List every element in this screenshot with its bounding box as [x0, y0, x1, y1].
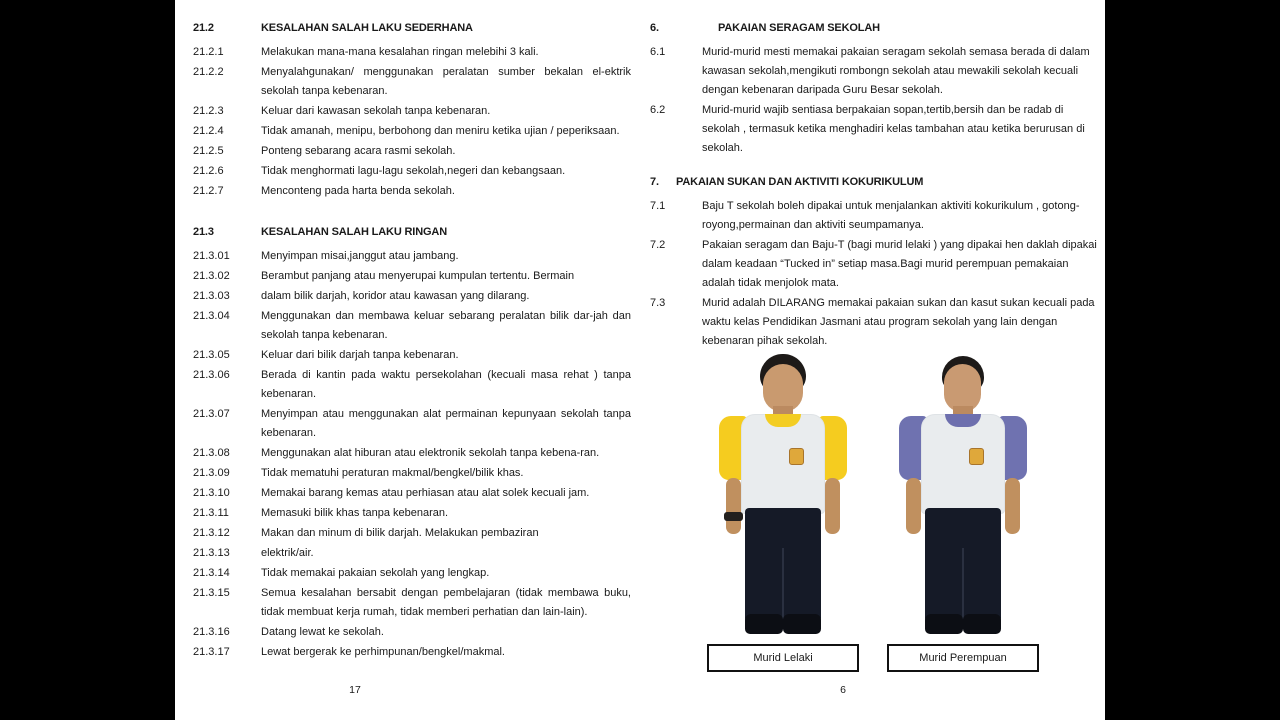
clause-row — [193, 484, 631, 503]
section-number: 21.2 — [193, 22, 214, 34]
clause-text: Berambut panjang atau menyerupai kumpulan tertentu. Bermain — [261, 270, 575, 282]
shirt-body-shape — [741, 414, 825, 514]
right-column-content — [650, 22, 1100, 352]
male-student-photo — [703, 352, 863, 637]
clause-row — [193, 643, 631, 662]
section-title: KESALAHAN SALAH LAKU SEDERHANA — [261, 22, 473, 34]
section-heading-21-2 — [193, 22, 631, 34]
clause-text: Ponteng sebarang acara rasmi sekolah. — [261, 145, 456, 157]
clause-row — [650, 236, 1100, 293]
clause-text: Murid-murid wajib sentiasa berpakaian sopan,tertib,bersih dan be radab di sekolah , termasuk ketika menghadiri kelas tambahan atau ketika berurusan di sekolah. — [702, 104, 1085, 154]
clause-number: 21.2.7 — [193, 185, 224, 197]
section-title: PAKAIAN SERAGAM SEKOLAH — [718, 22, 880, 34]
clause-text: Murid adalah DILARANG memakai pakaian sukan dan kasut sukan kecuali pada waktu kelas Pendidikan Jasmani atau program sekolah yang lain dengan kebenaran pihak sekolah. — [702, 297, 1095, 347]
section-number: 6. — [650, 22, 659, 34]
head-shape — [944, 364, 981, 412]
clause-row — [193, 43, 631, 62]
clause-row — [193, 366, 631, 404]
clause-row — [193, 267, 631, 286]
clause-row — [193, 405, 631, 443]
clause-text: Menconteng pada harta benda sekolah. — [261, 185, 455, 197]
clause-text: Tidak amanah, menipu, berbohong dan meniru ketika ujian / peperiksaan. — [261, 125, 620, 137]
clause-number: 21.3.06 — [193, 369, 230, 381]
clause-row — [193, 346, 631, 365]
clause-text: Tidak menghormati lagu-lagu sekolah,negeri dan kebangsaan. — [261, 165, 566, 177]
clause-number: 21.3.01 — [193, 250, 230, 262]
clause-text: Menggunakan dan membawa keluar sebarang peralatan bilik dar-jah dan sekolah tanpa kebenaran. — [261, 310, 631, 341]
section-number: 21.3 — [193, 226, 214, 238]
clause-number: 7.1 — [650, 200, 666, 212]
clause-text: Menggunakan alat hiburan atau elektronik sekolah tanpa kebena-ran. — [261, 447, 600, 459]
clause-text: Lewat bergerak ke perhimpunan/bengkel/makmal. — [261, 646, 505, 658]
clause-number: 21.3.15 — [193, 587, 230, 599]
clause-text: Memasuki bilik khas tanpa kebenaran. — [261, 507, 449, 519]
clause-number: 7.3 — [650, 297, 666, 309]
section-number: 7. — [650, 176, 659, 188]
section-heading-7 — [650, 176, 1100, 188]
school-crest-icon — [969, 448, 984, 465]
figure-male-student — [703, 352, 863, 664]
clause-row — [193, 504, 631, 523]
left-column-content — [193, 22, 631, 663]
clause-text: Melakukan mana-mana kesalahan ringan melebihi 3 kali. — [261, 46, 539, 58]
clause-number: 21.3.17 — [193, 646, 230, 658]
clause-text: Menyimpan misai,janggut atau jambang. — [261, 250, 459, 262]
right-arm-shape — [825, 478, 840, 534]
clause-number: 21.3.07 — [193, 408, 230, 420]
clause-number: 21.3.11 — [193, 507, 229, 519]
right-page-column — [645, 0, 1105, 720]
clause-row — [650, 294, 1100, 351]
clause-text: Datang lewat ke sekolah. — [261, 626, 384, 638]
section-heading-21-3 — [193, 226, 631, 238]
clause-number: 21.2.4 — [193, 125, 224, 137]
clause-row — [650, 43, 1100, 100]
clause-text: Keluar dari bilik darjah tanpa kebenaran. — [261, 349, 459, 361]
section-title: PAKAIAN SUKAN DAN AKTIVITI KOKURIKULUM — [676, 176, 924, 188]
section-spacer — [193, 202, 631, 226]
clause-row — [650, 101, 1100, 158]
figure-female-student — [883, 352, 1043, 664]
clause-row — [650, 197, 1100, 235]
clause-number: 21.2.3 — [193, 105, 224, 117]
clause-number: 21.3.09 — [193, 467, 230, 479]
clause-number: 21.3.03 — [193, 290, 230, 302]
clause-number: 21.3.12 — [193, 527, 230, 539]
trousers-seam — [962, 548, 964, 620]
clause-number: 6.1 — [650, 46, 666, 58]
left-arm-shape — [726, 478, 741, 534]
clause-row — [193, 464, 631, 483]
clause-row — [193, 623, 631, 642]
two-column-layout — [175, 0, 1105, 720]
clause-number: 21.2.5 — [193, 145, 224, 157]
clause-row — [193, 524, 631, 543]
right-page-number: 6 — [840, 684, 846, 696]
clause-text: Makan dan minum di bilik darjah. Melakukan pembaziran — [261, 527, 539, 539]
left-shoe-shape — [925, 614, 963, 634]
right-shoe-shape — [783, 614, 821, 634]
clause-text: dalam bilik darjah, koridor atau kawasan yang dilarang. — [261, 290, 530, 302]
clause-row — [193, 444, 631, 463]
clause-text: Berada di kantin pada waktu persekolahan (kecuali masa rehat ) tanpa kebenaran. — [261, 369, 631, 400]
clause-number: 21.3.02 — [193, 270, 230, 282]
clause-text: Semua kesalahan bersabit dengan pembelajaran (tidak membawa buku, tidak membuat kerja rumah, tidak memberi perhatian dan lain-lain). — [261, 587, 631, 618]
female-student-photo — [883, 352, 1043, 637]
clause-text: Tidak memakai pakaian sekolah yang lengkap. — [261, 567, 490, 579]
clause-row — [193, 544, 631, 563]
figure-caption-female: Murid Perempuan — [887, 644, 1039, 672]
shirt-body-shape — [921, 414, 1005, 514]
clause-number: 21.2.6 — [193, 165, 224, 177]
left-shoe-shape — [745, 614, 783, 634]
right-arm-shape — [1005, 478, 1020, 534]
uniform-photo-group — [675, 352, 1095, 664]
school-crest-icon — [789, 448, 804, 465]
clause-text: Keluar dari kawasan sekolah tanpa kebenaran. — [261, 105, 491, 117]
head-shape — [763, 364, 803, 412]
left-page-number: 17 — [349, 684, 361, 696]
clause-text: Memakai barang kemas atau perhiasan atau alat solek kecuali jam. — [261, 487, 590, 499]
right-shoe-shape — [963, 614, 1001, 634]
clause-text: elektrik/air. — [261, 547, 314, 559]
trousers-seam — [782, 548, 784, 620]
clause-number: 21.2.1 — [193, 46, 224, 58]
section-spacer — [650, 159, 1100, 176]
left-arm-shape — [906, 478, 921, 534]
clause-number: 21.2.2 — [193, 66, 224, 78]
clause-row — [193, 122, 631, 141]
clause-number: 21.3.13 — [193, 547, 230, 559]
clause-text: Tidak mematuhi peraturan makmal/bengkel/bilik khas. — [261, 467, 524, 479]
clause-row — [193, 63, 631, 101]
clause-text: Pakaian seragam dan Baju-T (bagi murid lelaki ) yang dipakai hen daklah dipakai dalam keadaan “Tucked in” setiap masa.Bagi murid perempuan pemakaian adalah tidak menjolok mata. — [702, 239, 1097, 289]
clause-number: 6.2 — [650, 104, 666, 116]
clause-row — [193, 182, 631, 201]
clause-text: Menyalahgunakan/ menggunakan peralatan sumber bekalan el-ektrik sekolah tanpa kebenaran. — [261, 66, 631, 97]
clause-row — [193, 142, 631, 161]
clause-number: 21.3.08 — [193, 447, 230, 459]
wristwatch-shape — [724, 512, 743, 521]
clause-row — [193, 307, 631, 345]
clause-row — [193, 102, 631, 121]
left-page-column — [175, 0, 635, 720]
document-page-surface — [175, 0, 1105, 720]
clause-row — [193, 584, 631, 622]
clause-number: 7.2 — [650, 239, 666, 251]
clause-number: 21.3.10 — [193, 487, 230, 499]
clause-text: Baju T sekolah boleh dipakai untuk menjalankan aktiviti kokurikulum , gotong-royong,permainan dan aktiviti seumpamanya. — [702, 200, 1080, 231]
clause-row — [193, 287, 631, 306]
clause-number: 21.3.16 — [193, 626, 230, 638]
clause-number: 21.3.04 — [193, 310, 230, 322]
clause-row — [193, 162, 631, 181]
clause-row — [193, 564, 631, 583]
clause-number: 21.3.14 — [193, 567, 230, 579]
clause-row — [193, 247, 631, 266]
clause-text: Menyimpan atau menggunakan alat permainan kepunyaan sekolah tanpa kebenaran. — [261, 408, 631, 439]
clause-text: Murid-murid mesti memakai pakaian seragam sekolah semasa berada di dalam kawasan sekolah,mengikuti rombongn sekolah atau mewakili sekolah kecuali dengan kebenaran daripada Guru Besar sekolah. — [702, 46, 1090, 96]
figure-caption-male: Murid Lelaki — [707, 644, 859, 672]
section-heading-6 — [650, 22, 1100, 34]
clause-number: 21.3.05 — [193, 349, 230, 361]
section-title: KESALAHAN SALAH LAKU RINGAN — [261, 226, 448, 238]
